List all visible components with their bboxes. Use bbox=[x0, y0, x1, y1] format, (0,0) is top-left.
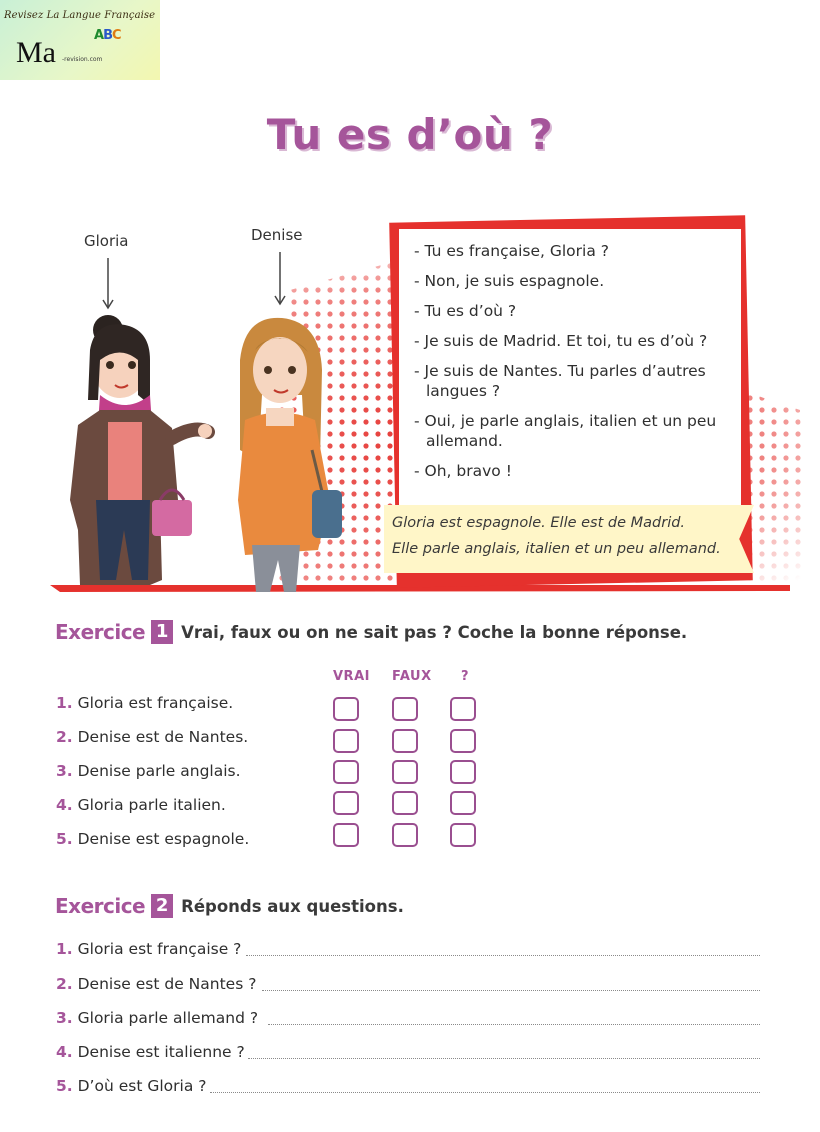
exercise-2-item: 3. Gloria parle allemand ? bbox=[56, 1009, 259, 1027]
exercise-2-item: 5. D’où est Gloria ? bbox=[56, 1077, 207, 1095]
exercise-number-badge: 1 bbox=[151, 620, 173, 644]
exercise-2-heading bbox=[55, 894, 404, 918]
dialogue-line: - Je suis de Nantes. Tu parles d’autres langues ? bbox=[414, 362, 706, 400]
column-vrai: VRAI bbox=[333, 669, 370, 684]
checkbox-unknown[interactable] bbox=[450, 791, 476, 815]
summary-line: Elle parle anglais, italien et un peu allemand. bbox=[392, 541, 721, 557]
exercise-2-item: 1. Gloria est française ? bbox=[56, 940, 242, 958]
answer-line[interactable] bbox=[268, 1024, 760, 1025]
exercise-2-item: 4. Denise est italienne ? bbox=[56, 1043, 245, 1061]
exercise-number-badge: 2 bbox=[151, 894, 173, 918]
summary-line: Gloria est espagnole. Elle est de Madrid. bbox=[392, 515, 686, 531]
checkbox-vrai[interactable] bbox=[333, 697, 359, 721]
checkbox-vrai[interactable] bbox=[333, 823, 359, 847]
exercise-word: Exercice bbox=[55, 894, 146, 918]
answer-line[interactable] bbox=[248, 1058, 760, 1059]
checkbox-faux[interactable] bbox=[392, 823, 418, 847]
exercise-instruction: Réponds aux questions. bbox=[181, 896, 404, 916]
checkbox-vrai[interactable] bbox=[333, 791, 359, 815]
column-unknown: ? bbox=[461, 669, 470, 684]
checkbox-faux[interactable] bbox=[392, 729, 418, 753]
checkbox-vrai[interactable] bbox=[333, 729, 359, 753]
dialogue-line: - Tu es française, Gloria ? bbox=[414, 242, 609, 260]
logo-top-text: Revisez La Langue Française bbox=[4, 10, 156, 21]
dialogue-list bbox=[414, 241, 734, 491]
logo-main-text: Ma bbox=[16, 36, 56, 69]
checkbox-faux[interactable] bbox=[392, 791, 418, 815]
logo-sub-text: -revision.com bbox=[62, 56, 103, 63]
page-title: Tu es d’où ? bbox=[266, 110, 554, 159]
denise-label: Denise bbox=[251, 226, 303, 244]
answer-line[interactable] bbox=[246, 955, 760, 956]
dialogue-line: - Oh, bravo ! bbox=[414, 462, 512, 480]
logo-abc-icon: ABC bbox=[94, 28, 121, 43]
exercise-2-item: 2. Denise est de Nantes ? bbox=[56, 975, 257, 993]
dialogue-line: - Je suis de Madrid. Et toi, tu es d’où ? bbox=[414, 332, 708, 350]
checkbox-unknown[interactable] bbox=[450, 760, 476, 784]
exercise-word: Exercice bbox=[55, 620, 146, 644]
exercise-1-item: 2. Denise est de Nantes. bbox=[56, 728, 249, 746]
exercise-1-item: 5. Denise est espagnole. bbox=[56, 830, 250, 848]
dialogue-line: - Non, je suis espagnole. bbox=[414, 272, 605, 290]
checkbox-unknown[interactable] bbox=[450, 697, 476, 721]
exercise-1-item: 1. Gloria est française. bbox=[56, 694, 234, 712]
dialogue-line: - Tu es d’où ? bbox=[414, 302, 517, 320]
gloria-figure bbox=[70, 315, 212, 585]
exercise-1-item: 4. Gloria parle italien. bbox=[56, 796, 226, 814]
answer-line[interactable] bbox=[262, 990, 760, 991]
exercise-1-heading bbox=[55, 620, 687, 644]
checkbox-faux[interactable] bbox=[392, 760, 418, 784]
checkbox-unknown[interactable] bbox=[450, 823, 476, 847]
answer-line[interactable] bbox=[210, 1092, 760, 1093]
column-faux: FAUX bbox=[392, 669, 432, 684]
checkbox-faux[interactable] bbox=[392, 697, 418, 721]
gloria-arrow bbox=[103, 258, 113, 308]
site-logo bbox=[0, 0, 160, 80]
checkbox-unknown[interactable] bbox=[450, 729, 476, 753]
exercise-1-item: 3. Denise parle anglais. bbox=[56, 762, 241, 780]
denise-arrow bbox=[275, 252, 285, 304]
checkbox-vrai[interactable] bbox=[333, 760, 359, 784]
gloria-label: Gloria bbox=[84, 232, 129, 250]
dialogue-line: - Oui, je parle anglais, italien et un peu allemand. bbox=[414, 412, 717, 450]
exercise-instruction: Vrai, faux ou on ne sait pas ? Coche la bonne réponse. bbox=[181, 622, 688, 642]
